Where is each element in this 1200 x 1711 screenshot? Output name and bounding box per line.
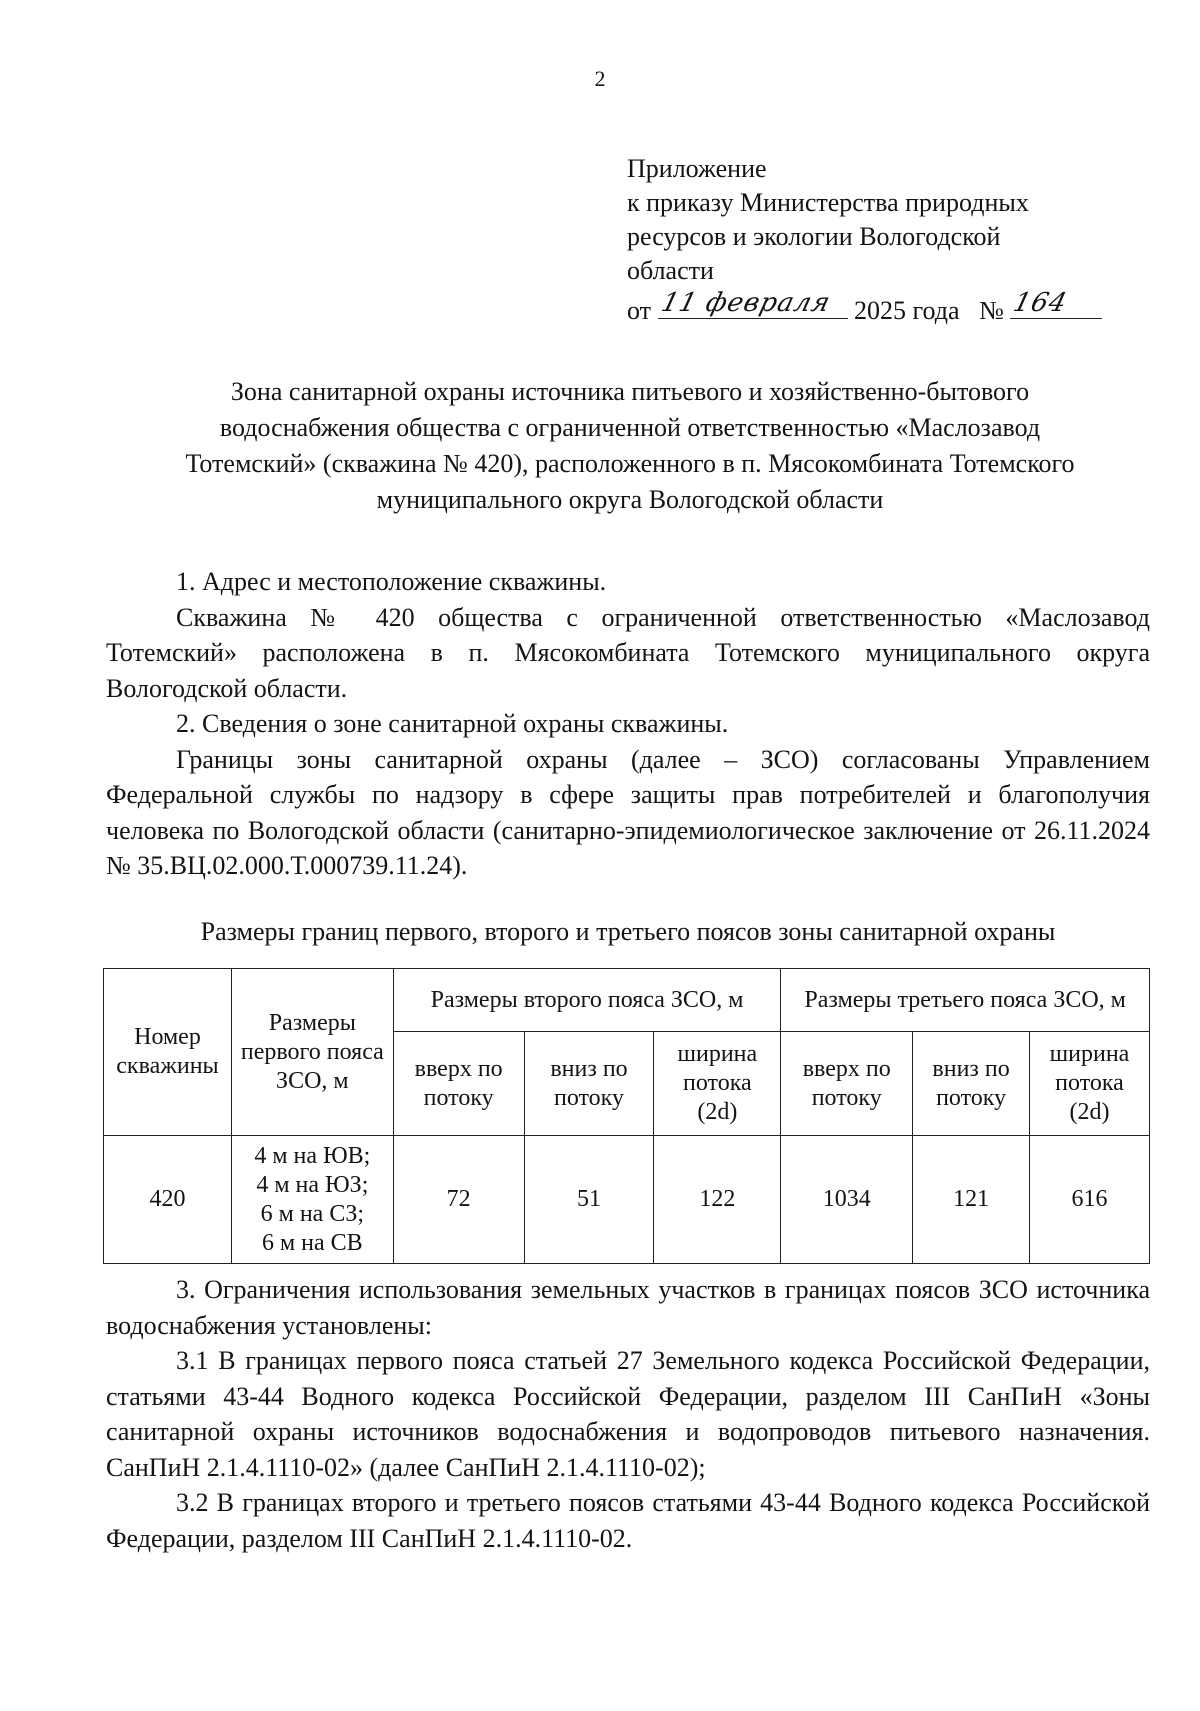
cell-third-up: 1034 <box>781 1136 913 1264</box>
cell-first-belt-line-3: 6 м на СЗ; <box>260 1200 365 1227</box>
zones-table <box>103 968 1150 1264</box>
table-row <box>104 1136 1150 1264</box>
title-line-1: Зона санитарной охраны источника питьевого и хозяйственно-бытового <box>230 377 1030 406</box>
cell-second-width: 122 <box>654 1136 781 1264</box>
cell-second-down: 51 <box>524 1136 654 1264</box>
header-third-belt: Размеры третьего пояса ЗСО, м <box>781 969 1150 1032</box>
cell-first-belt-line-4: 6 м на СВ <box>261 1229 363 1256</box>
appendix-line-4: области <box>627 256 714 285</box>
header-second-upstream: вверх по потоку <box>393 1032 524 1136</box>
date-field <box>658 288 848 319</box>
number-field <box>1010 288 1102 319</box>
header-first-belt: Размеры первого пояса ЗСО, м <box>231 969 393 1136</box>
section-1-heading: 1. Адрес и местоположение скважины. <box>176 567 607 596</box>
section-1-2 <box>106 564 1150 884</box>
cell-third-down: 121 <box>913 1136 1030 1264</box>
year-text: 2025 года <box>854 296 960 325</box>
page-number: 2 <box>594 66 606 91</box>
cell-second-up: 72 <box>393 1136 524 1264</box>
header-third-width <box>1030 1032 1150 1136</box>
header-second-width <box>654 1032 781 1136</box>
header-third-width-label: ширина потока <box>1049 1041 1130 1096</box>
header-second-width-2d: (2d) <box>697 1099 738 1125</box>
date-prefix: от <box>627 296 652 325</box>
table-caption: Размеры границ первого, второго и третьего поясов зоны санитарной охраны <box>200 917 1056 946</box>
appendix-date-line <box>627 288 1102 328</box>
cell-first-belt-line-2: 4 м на ЮЗ; <box>256 1171 369 1198</box>
handwritten-date: 11 февраля <box>657 288 834 318</box>
table-caption-block <box>106 914 1150 950</box>
section-2-text: Границы зоны санитарной охраны (далее – ЗСО) согласованы Управлением Федеральной службы по надзору в сфере защиты прав потребителей и благополучия человека по Вологодской области (санитарно-эпидемиологическое заключение от 26.11.2024 № 35.ВЦ.02.000.Т.000739.11.24). <box>106 744 1150 880</box>
cell-first-belt-line-1: 4 м на ЮВ; <box>254 1142 371 1169</box>
section-2-heading: 2. Сведения о зоне санитарной охраны скважины. <box>176 709 729 738</box>
cell-third-width: 616 <box>1030 1136 1150 1264</box>
header-third-upstream: вверх по потоку <box>781 1032 913 1136</box>
appendix-line-2: к приказу Министерства природных <box>627 188 1029 217</box>
section-1-text: Скважина № 420 общества с ограниченной ответственностью «Маслозавод Тотемский» расположена в п. Мясокомбината Тотемского муниципального округа Вологодской области. <box>106 602 1150 703</box>
header-second-downstream: вниз по потоку <box>524 1032 654 1136</box>
number-sign: № <box>979 296 1004 325</box>
table-header-row-1 <box>104 969 1150 1032</box>
title-line-3: Тотемский» (скважина № 420), расположенного в п. Мясокомбината Тотемского <box>185 449 1075 478</box>
header-second-belt: Размеры второго пояса ЗСО, м <box>393 969 781 1032</box>
header-second-width-label: ширина потока <box>677 1041 758 1096</box>
header-well-number: Номер скважины <box>104 969 232 1136</box>
section-3 <box>106 1272 1150 1556</box>
section-3-1: 3.1 В границах первого пояса статьей 27 Земельного кодекса Российской Федерации, статьями 43-44 Водного кодекса Российской Федерации, разделом III СанПиН «Зоны санитарной охраны источников водоснабжения и водопроводов питьевого назначения. СанПиН 2.1.4.1110-02» (далее СанПиН 2.1.4.1110-02); <box>106 1346 1150 1482</box>
title-line-2: водоснабжения общества с ограниченной ответственностью «Маслозавод <box>219 413 1041 442</box>
header-third-downstream: вниз по потоку <box>913 1032 1030 1136</box>
appendix-line-1: Приложение <box>627 154 767 183</box>
title-line-4: муниципального округа Вологодской области <box>376 485 884 514</box>
document-title <box>110 374 1150 518</box>
handwritten-number: 164 <box>1010 288 1071 318</box>
cell-first-belt <box>231 1136 393 1264</box>
section-3-2: 3.2 В границах второго и третьего поясов статьями 43-44 Водного кодекса Российской Федерации, разделом III СанПиН 2.1.4.1110-02. <box>106 1488 1150 1553</box>
appendix-block <box>627 152 1102 328</box>
appendix-line-3: ресурсов и экологии Вологодской <box>627 222 1001 251</box>
section-3-heading: 3. Ограничения использования земельных участков в границах поясов ЗСО источника водоснабжения установлены: <box>106 1275 1150 1340</box>
header-third-width-2d: (2d) <box>1069 1099 1110 1125</box>
cell-well: 420 <box>104 1136 232 1264</box>
